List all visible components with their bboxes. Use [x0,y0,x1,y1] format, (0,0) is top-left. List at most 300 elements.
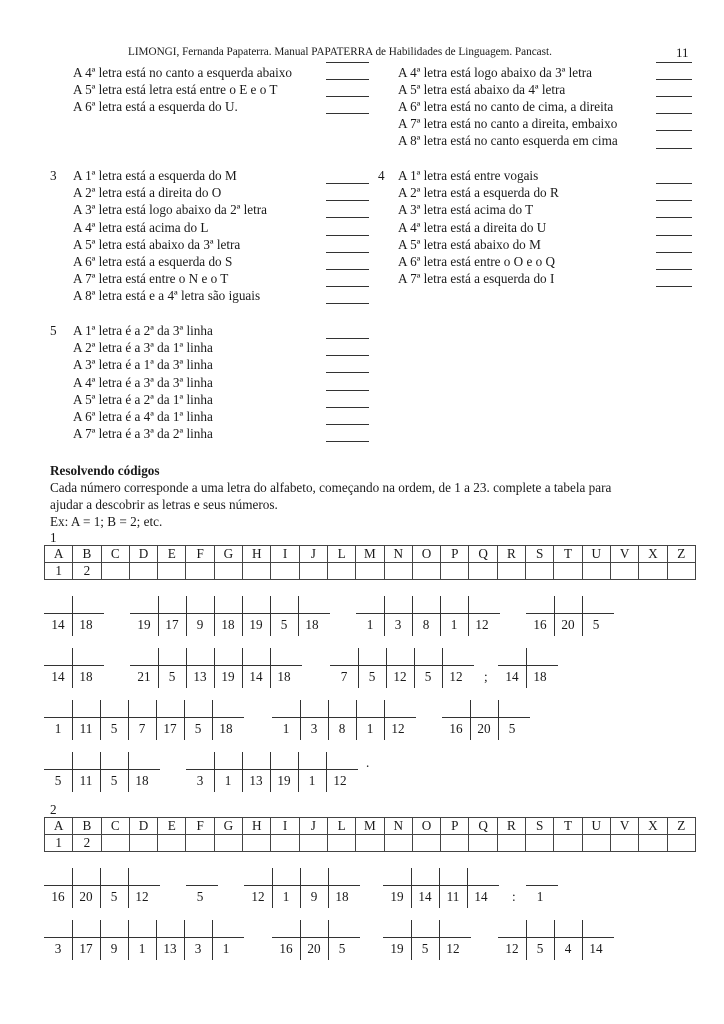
code-cell[interactable] [526,868,554,908]
code-cell[interactable] [44,752,72,792]
code-number: 4 [564,941,572,956]
answer-blank[interactable] [656,252,692,253]
clue-item: A 4ª letra está acima do L [73,219,209,235]
letter-cell: T [554,818,582,835]
exercise-number: 4 [378,168,385,183]
code-number: 11 [446,889,460,904]
code-cell[interactable] [300,920,328,960]
code-word [356,596,500,636]
letter-cell: M [356,818,384,835]
letter-cell: I [271,546,299,563]
code-word [442,700,530,740]
letter-cell: Z [667,818,695,835]
code-word [330,648,474,688]
code-number: 5 [54,773,62,788]
number-cell[interactable] [214,835,242,852]
code-cell[interactable] [242,596,270,636]
letter-cell: Z [667,546,695,563]
code-number: 5 [110,773,118,788]
code-cell[interactable] [440,596,468,636]
number-cell[interactable] [356,563,384,580]
code-number: 13 [163,941,177,956]
letter-cell: H [243,818,271,835]
number-cell[interactable] [582,563,610,580]
code-cell[interactable] [439,868,467,908]
code-number: 19 [221,669,235,684]
code-number: 7 [138,721,146,736]
code-word-row [0,648,724,688]
number-cell[interactable] [639,835,667,852]
answer-blank[interactable] [326,62,369,63]
code-number: 3 [196,773,204,788]
code-cell[interactable] [470,700,498,740]
clue-item: A 7ª letra é a 3ª da 2ª linha [73,426,213,442]
code-cell[interactable] [330,648,358,688]
number-cell[interactable] [441,563,469,580]
answer-blank[interactable] [326,269,369,270]
code-number: 14 [505,669,519,684]
answer-blank[interactable] [326,338,369,339]
letters-row [45,546,696,563]
code-cell[interactable] [186,648,214,688]
code-word-row [0,868,724,908]
letter-cell: Q [469,818,497,835]
code-word [130,648,302,688]
code-number: 20 [477,721,491,736]
code-cell[interactable] [100,700,128,740]
code-cell[interactable] [412,596,440,636]
answer-blank[interactable] [656,183,692,184]
code-cell[interactable] [298,596,326,636]
code-cell[interactable] [356,596,384,636]
clue-item: A 1ª letra é a 2ª da 3ª linha [73,323,213,338]
letter-cell: C [101,546,129,563]
code-cell[interactable] [130,648,158,688]
code-number: 18 [533,669,547,684]
code-word [498,920,614,960]
number-cell[interactable] [186,563,214,580]
code-cell[interactable] [128,868,156,908]
code-number: 9 [196,617,204,632]
number-cell[interactable] [667,563,695,580]
code-number: 18 [221,617,235,632]
letter-cell: P [441,818,469,835]
clue-item: A 5ª letra é a 2ª da 1ª linha [73,391,213,407]
number-cell[interactable] [441,835,469,852]
code-cell[interactable] [272,868,300,908]
letter-cell: N [384,546,412,563]
code-number: 19 [390,889,404,904]
code-cell[interactable] [384,596,412,636]
code-number: 5 [424,669,432,684]
code-cell[interactable] [582,920,610,960]
number-cell[interactable]: 1 [45,835,73,852]
answer-blank[interactable] [656,130,692,131]
code-cell[interactable] [498,648,526,688]
letter-cell: P [441,546,469,563]
code-number: 13 [193,669,207,684]
number-cell[interactable] [158,563,186,580]
code-cell[interactable] [272,700,300,740]
code-number: 17 [165,617,179,632]
exercise-number: 3 [50,168,57,183]
clue-item: A 1ª letra está entre vogais [398,168,539,183]
answer-blank[interactable] [326,183,369,184]
code-cell[interactable] [184,920,212,960]
page-number: 11 [676,45,689,60]
number-cell[interactable] [243,563,271,580]
number-cell[interactable] [639,563,667,580]
letter-cell: H [243,546,271,563]
exercise-label: 2 [50,802,57,817]
answer-blank[interactable] [326,235,369,236]
clue-item: A 6ª letra é a 4ª da 1ª linha [73,409,213,424]
number-cell[interactable] [526,563,554,580]
code-word [272,920,360,960]
code-number: 1 [308,773,316,788]
clue-item: A 3ª letra está acima do T [398,202,534,218]
code-number: 7 [340,669,348,684]
code-number: 5 [168,669,176,684]
answer-blank[interactable] [326,113,369,114]
number-cell[interactable]: 2 [73,563,101,580]
number-cell[interactable] [327,835,355,852]
number-cell[interactable] [469,563,497,580]
clue-item: A 7ª letra está entre o N e o T [73,271,229,287]
letter-cell: Q [469,546,497,563]
answer-blank[interactable] [326,390,369,391]
number-cell[interactable] [554,563,582,580]
code-cell[interactable] [72,752,100,792]
code-cell[interactable] [300,868,328,908]
code-cell[interactable] [411,920,439,960]
code-number: 19 [249,617,263,632]
code-cell[interactable] [386,648,414,688]
answer-blank[interactable] [326,96,369,97]
number-cell[interactable] [384,563,412,580]
letter-cell: E [158,818,186,835]
letter-cell: O [412,546,440,563]
code-cell[interactable] [442,648,470,688]
code-cell[interactable] [214,596,242,636]
clue-item: A 6ª letra está no canto de cima, a direita [398,99,614,114]
numbers-row [45,563,696,580]
code-word [186,868,218,908]
number-cell[interactable]: 2 [73,835,101,852]
code-cell[interactable] [44,648,72,688]
code-word [244,868,360,908]
code-cell[interactable] [554,920,582,960]
punctuation-mark: ; [484,669,488,684]
code-cell[interactable] [526,596,554,636]
code-cell[interactable] [526,648,554,688]
code-cell[interactable] [328,700,356,740]
clue-item: A 6ª letra está a esquerda do U. [73,99,238,114]
code-number: 1 [450,617,458,632]
code-cell[interactable] [100,868,128,908]
code-cell[interactable] [214,752,242,792]
code-cell[interactable] [156,920,184,960]
code-cell[interactable] [270,648,298,688]
answer-blank[interactable] [326,252,369,253]
code-number: 8 [422,617,430,632]
code-cell[interactable] [358,648,386,688]
code-cell[interactable] [411,868,439,908]
answer-blank[interactable] [656,79,692,80]
code-word [526,596,614,636]
code-cell[interactable] [242,648,270,688]
code-number: 18 [79,617,93,632]
answer-blank[interactable] [326,372,369,373]
code-cell[interactable] [467,868,495,908]
number-cell[interactable]: 1 [45,563,73,580]
code-number: 17 [163,721,177,736]
number-cell[interactable] [271,563,299,580]
code-cell[interactable] [72,700,100,740]
code-cell[interactable] [158,596,186,636]
code-cell[interactable] [384,700,412,740]
answer-blank[interactable] [326,303,369,304]
answer-blank[interactable] [656,286,692,287]
code-cell[interactable] [100,920,128,960]
code-cell[interactable] [212,920,240,960]
code-cell[interactable] [554,596,582,636]
code-cell[interactable] [242,752,270,792]
number-cell[interactable] [384,835,412,852]
code-cell[interactable] [383,868,411,908]
code-number: 1 [366,721,374,736]
code-cell[interactable] [498,700,526,740]
code-word [44,920,244,960]
code-number: 20 [307,941,321,956]
code-cell[interactable] [212,700,240,740]
code-number: 16 [279,941,293,956]
code-cell[interactable] [244,868,272,908]
code-cell[interactable] [498,920,526,960]
code-number: 1 [366,617,374,632]
clue-item: A 2ª letra está a direita do O [73,185,222,201]
running-header: LIMONGI, Fernanda Papaterra. Manual PAPATERRA de Habilidades de Linguagem. Pancast. [128,46,552,58]
code-cell[interactable] [158,648,186,688]
letter-cell: L [327,546,355,563]
code-cell[interactable] [270,596,298,636]
code-cell[interactable] [100,752,128,792]
number-cell[interactable] [299,563,327,580]
clue-item: A 8ª letra está no canto esquerda em cima [398,133,618,148]
code-number: 18 [79,669,93,684]
letter-cell: X [639,546,667,563]
code-number: 14 [589,941,603,956]
code-cell[interactable] [439,920,467,960]
clue-item: A 4ª letra está a direita do U [398,219,547,235]
code-cell[interactable] [44,868,72,908]
exercise-number: 5 [50,323,57,338]
number-cell[interactable] [101,835,129,852]
answer-blank[interactable] [656,62,692,63]
number-cell[interactable] [214,563,242,580]
code-cell[interactable] [72,596,100,636]
answer-blank[interactable] [656,269,692,270]
number-cell[interactable] [186,835,214,852]
code-cell[interactable] [128,700,156,740]
letter-cell: U [582,818,610,835]
code-cell[interactable] [72,868,100,908]
code-number: 5 [592,617,600,632]
letter-cell: V [610,818,638,835]
code-number: 1 [282,721,290,736]
code-cell[interactable] [156,700,184,740]
code-word [383,868,499,908]
number-cell[interactable] [610,563,638,580]
number-cell[interactable] [356,835,384,852]
letter-cell: T [554,546,582,563]
answer-blank[interactable] [656,113,692,114]
code-number: 14 [51,617,65,632]
code-number: 1 [54,721,62,736]
code-cell[interactable] [128,920,156,960]
code-cell[interactable] [186,752,214,792]
code-number: 11 [79,773,93,788]
answer-blank[interactable] [656,217,692,218]
code-cell[interactable] [300,700,328,740]
code-cell[interactable] [186,868,214,908]
number-cell[interactable] [243,835,271,852]
code-word-row [0,596,724,636]
code-word [272,700,416,740]
answer-blank[interactable] [326,424,369,425]
code-cell[interactable] [383,920,411,960]
code-number: 16 [51,889,65,904]
code-cell[interactable] [298,752,326,792]
punctuation-mark: : [512,889,516,904]
answer-blank[interactable] [326,286,369,287]
code-cell[interactable] [582,596,610,636]
code-cell[interactable] [44,920,72,960]
clue-item: A 7ª letra está no canto a direita, embaixo [398,116,618,131]
code-cell[interactable] [214,648,242,688]
code-number: 14 [51,669,65,684]
number-cell[interactable] [327,563,355,580]
letter-cell: S [526,818,554,835]
code-cell[interactable] [468,596,496,636]
exercise-label: 1 [50,530,57,545]
number-cell[interactable] [667,835,695,852]
letter-cell: J [299,546,327,563]
code-cell[interactable] [526,920,554,960]
code-cell[interactable] [130,596,158,636]
code-cell[interactable] [186,596,214,636]
number-cell[interactable] [299,835,327,852]
code-cell[interactable] [44,700,72,740]
clue-item: A 1ª letra está a esquerda do M [73,168,237,183]
clue-item: A 2ª letra está a esquerda do R [398,185,559,201]
answer-blank[interactable] [326,407,369,408]
number-cell[interactable] [554,835,582,852]
number-cell[interactable] [101,563,129,580]
code-number: 5 [508,721,516,736]
code-number: 19 [137,617,151,632]
number-cell[interactable] [469,835,497,852]
number-cell[interactable] [129,563,157,580]
answer-blank[interactable] [656,148,692,149]
code-number: 3 [310,721,318,736]
answer-blank[interactable] [326,200,369,201]
code-number: 11 [79,721,93,736]
answer-blank[interactable] [656,96,692,97]
code-cell[interactable] [414,648,442,688]
number-cell[interactable] [412,563,440,580]
letter-cell: E [158,546,186,563]
letter-cell: U [582,546,610,563]
letter-cell: S [526,546,554,563]
code-cell[interactable] [326,752,354,792]
code-number: 12 [446,941,460,956]
number-cell[interactable] [158,835,186,852]
code-number: 1 [536,889,544,904]
code-cell[interactable] [72,648,100,688]
alphabet-table [44,817,696,852]
code-cell[interactable] [128,752,156,792]
code-number: 1 [138,941,146,956]
answer-blank[interactable] [326,79,369,80]
code-number: 5 [280,617,288,632]
instructions: Cada número corresponde a uma letra do alfabeto, começando na ordem, de 1 a 23. complete a tabela para [50,480,612,495]
answer-blank[interactable] [326,217,369,218]
code-number: 12 [333,773,347,788]
code-cell[interactable] [356,700,384,740]
answer-blank[interactable] [326,355,369,356]
code-cell[interactable] [272,920,300,960]
code-cell[interactable] [328,868,356,908]
code-cell[interactable] [44,596,72,636]
number-cell[interactable] [610,835,638,852]
code-cell[interactable] [270,752,298,792]
number-cell[interactable] [271,835,299,852]
letter-cell: V [610,546,638,563]
code-cell[interactable] [442,700,470,740]
code-cell[interactable] [328,920,356,960]
code-cell[interactable] [184,700,212,740]
number-cell[interactable] [497,563,525,580]
answer-blank[interactable] [656,200,692,201]
code-number: 18 [219,721,233,736]
code-number: 14 [418,889,432,904]
code-number: 20 [561,617,575,632]
clue-item: A 5ª letra está abaixo da 4ª letra [398,82,566,97]
code-word [498,648,558,688]
code-number: 14 [249,669,263,684]
code-number: 3 [394,617,402,632]
code-number: 12 [393,669,407,684]
letter-cell: F [186,818,214,835]
code-number: 16 [533,617,547,632]
number-cell[interactable] [129,835,157,852]
code-number: 3 [54,941,62,956]
number-cell[interactable] [582,835,610,852]
code-number: 5 [196,889,204,904]
number-cell[interactable] [412,835,440,852]
code-cell[interactable] [72,920,100,960]
code-word [526,868,558,908]
number-cell[interactable] [497,835,525,852]
code-number: 9 [110,941,118,956]
code-number: 18 [135,773,149,788]
number-cell[interactable] [526,835,554,852]
code-number: 1 [224,773,232,788]
answer-blank[interactable] [656,235,692,236]
code-word [44,648,104,688]
answer-blank[interactable] [326,441,369,442]
